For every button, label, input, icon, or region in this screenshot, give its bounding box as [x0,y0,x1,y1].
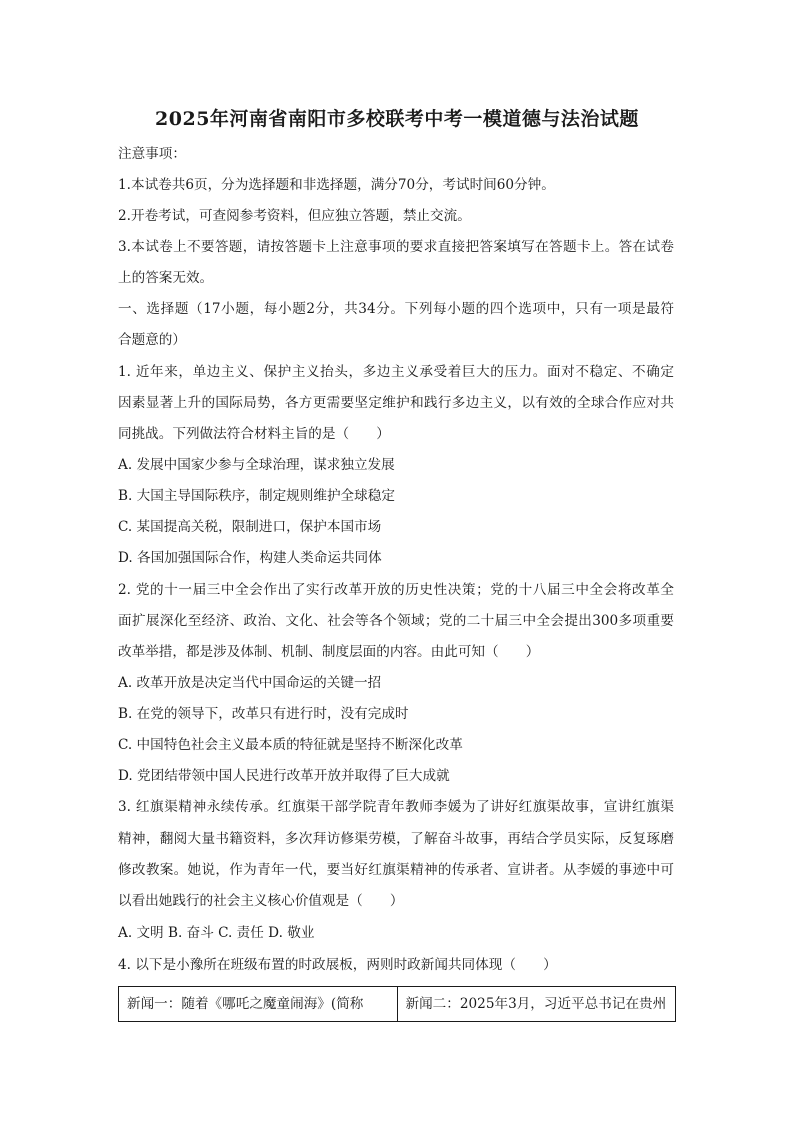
q2-option-d: D. 党团结带领中国人民进行改革开放并取得了巨大成就 [118,768,450,784]
q2-stem-line-1: 2. 党的十一届三中全会作出了实行改革开放的历史性决策；党的十八届三中全会将改革全 [118,582,674,598]
q2-option-b: B. 在党的领导下，改革只有进行时，没有完成时 [118,706,409,722]
notice-item-3-line-1: 3.本试卷上不要答题，请按答题卡上注意事项的要求直接把答案填写在答题卡上。答在试卷 [118,239,674,255]
q1-stem-line-3: 同挑战。下列做法符合材料主旨的是（ ） [118,426,390,442]
news-cell-1: 新闻一：随着《哪吒之魔童闹海》(简称 [127,996,364,1012]
q1-option-c: C. 某国提高关税，限制进口，保护本国市场 [118,519,382,535]
notice-heading: 注意事项： [118,146,186,162]
q3-stem-line-2: 精神，翻阅大量书籍资料，多次拜访修渠劳模，了解奋斗故事，再结合学员实际，反复琢磨 [118,831,674,847]
q1-option-d: D. 各国加强国际合作，构建人类命运共同体 [118,550,382,566]
q3-stem-line-4: 以看出她践行的社会主义核心价值观是（ ） [118,893,404,909]
q2-option-a: A. 改革开放是决定当代中国命运的关键一招 [118,675,382,691]
page-title: 2025年河南省南阳市多校联考中考一模道德与法治试题 [155,108,639,130]
q4-stem-line-1: 4. 以下是小豫所在班级布置的时政展板，两则时政新闻共同体现（ ） [118,957,557,973]
news-cell-2: 新闻二：2025年3月，习近平总书记在贵州 [397,987,676,1021]
q3-stem-line-3: 修改教案。她说，作为青年一代，要当好红旗渠精神的传承者、宣讲者。从李媛的事迹中可 [118,862,674,878]
notice-item-1: 1.本试卷共6页，分为选择题和非选择题，满分70分，考试时间60分钟。 [118,177,555,193]
q2-stem-line-3: 改革举措，都是涉及体制、机制、制度层面的内容。由此可知（ ） [118,644,540,660]
q2-stem-line-2: 面扩展深化至经济、政治、文化、社会等各个领域；党的二十届三中全会提出300多项重要 [118,613,674,629]
q1-option-a: A. 发展中国家少参与全球治理，谋求独立发展 [118,457,395,473]
section-heading-line-1: 一、选择题（17小题，每小题2分，共34分。下列每小题的四个选项中，只有一项是最符 [118,301,674,317]
notice-item-2: 2.开卷考试，可查阅参考资料，但应独立答题，禁止交流。 [118,208,471,224]
news-table [118,986,676,1022]
q2-option-c: C. 中国特色社会主义最本质的特征就是坚持不断深化改革 [118,737,463,753]
q1-stem-line-1: 1. 近年来，单边主义、保护主义抬头，多边主义承受着巨大的压力。面对不稳定、不确定 [118,364,674,380]
notice-item-3-line-2: 上的答案无效。 [118,270,214,286]
q1-stem-line-2: 因素显著上升的国际局势，各方更需要坚定维护和践行多边主义，以有效的全球合作应对共 [118,395,674,411]
section-heading-line-2: 合题意的） [118,332,186,348]
q3-stem-line-1: 3. 红旗渠精神永续传承。红旗渠干部学院青年教师李媛为了讲好红旗渠故事，宣讲红旗渠 [118,799,674,815]
q1-option-b: B. 大国主导国际秩序，制定规则维护全球稳定 [118,488,395,504]
q3-options: A. 文明 B. 奋斗 C. 责任 D. 敬业 [118,925,315,941]
